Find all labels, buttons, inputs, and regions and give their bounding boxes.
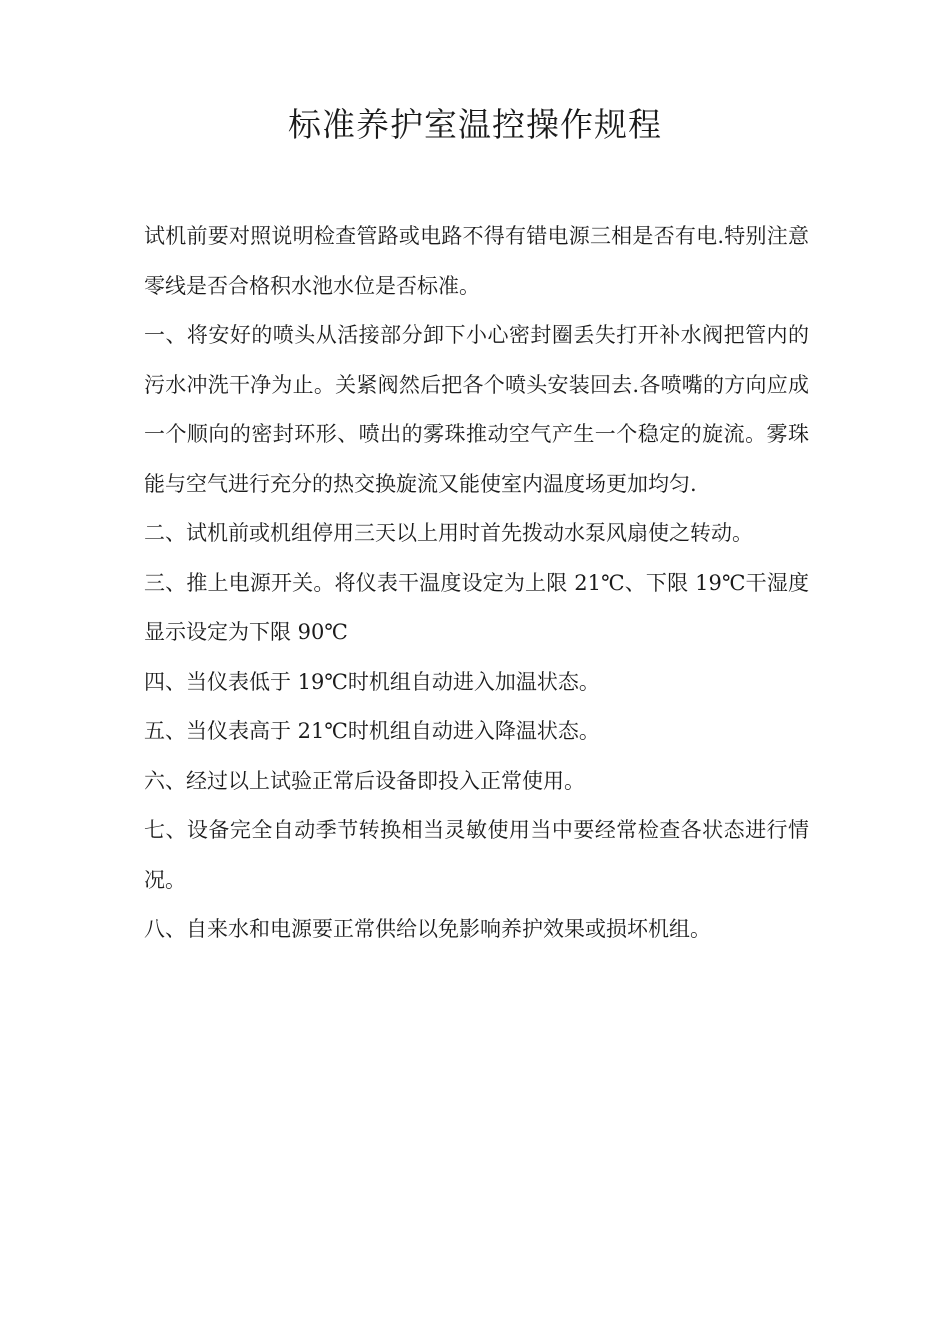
paragraph-step-3: 三、推上电源开关。将仪表干温度设定为上限 21℃、下限 19℃干湿度显示设定为下限 90℃ [144, 570, 809, 644]
document-body [144, 212, 809, 955]
document-title: 标准养护室温控操作规程 [288, 105, 662, 144]
paragraph-step-7: 七、设备完全自动季节转换相当灵敏使用当中要经常检查各状态进行情况。 [144, 818, 809, 892]
paragraph-step-1: 一、将安好的喷头从活接部分卸下小心密封圈丢失打开补水阀把管内的污水冲洗干净为止。关紧阀然后把各个喷头安装回去.各喷嘴的方向应成一个顺向的密封环形、喷出的雾珠推动空气产生一个稳定的旋流。雾珠能与空气进行充分的热交换旋流又能使室内温度场更加均匀. [144, 323, 809, 496]
paragraph-step-6: 六、经过以上试验正常后设备即投入正常使用。 [144, 768, 585, 793]
paragraph-step-8: 八、自来水和电源要正常供给以免影响养护效果或损坏机组。 [144, 917, 711, 941]
paragraph-step-4: 四、当仪表低于 19℃时机组自动进入加温状态。 [144, 669, 600, 694]
paragraph-step-5: 五、当仪表高于 21℃时机组自动进入降温状态。 [144, 719, 600, 743]
paragraph-step-2: 二、试机前或机组停用三天以上用时首先拨动水泵风扇使之转动。 [144, 521, 753, 545]
paragraph-intro: 试机前要对照说明检查管路或电路不得有错电源三相是否有电.特别注意零线是否合格积水池水位是否标准。 [144, 224, 809, 298]
